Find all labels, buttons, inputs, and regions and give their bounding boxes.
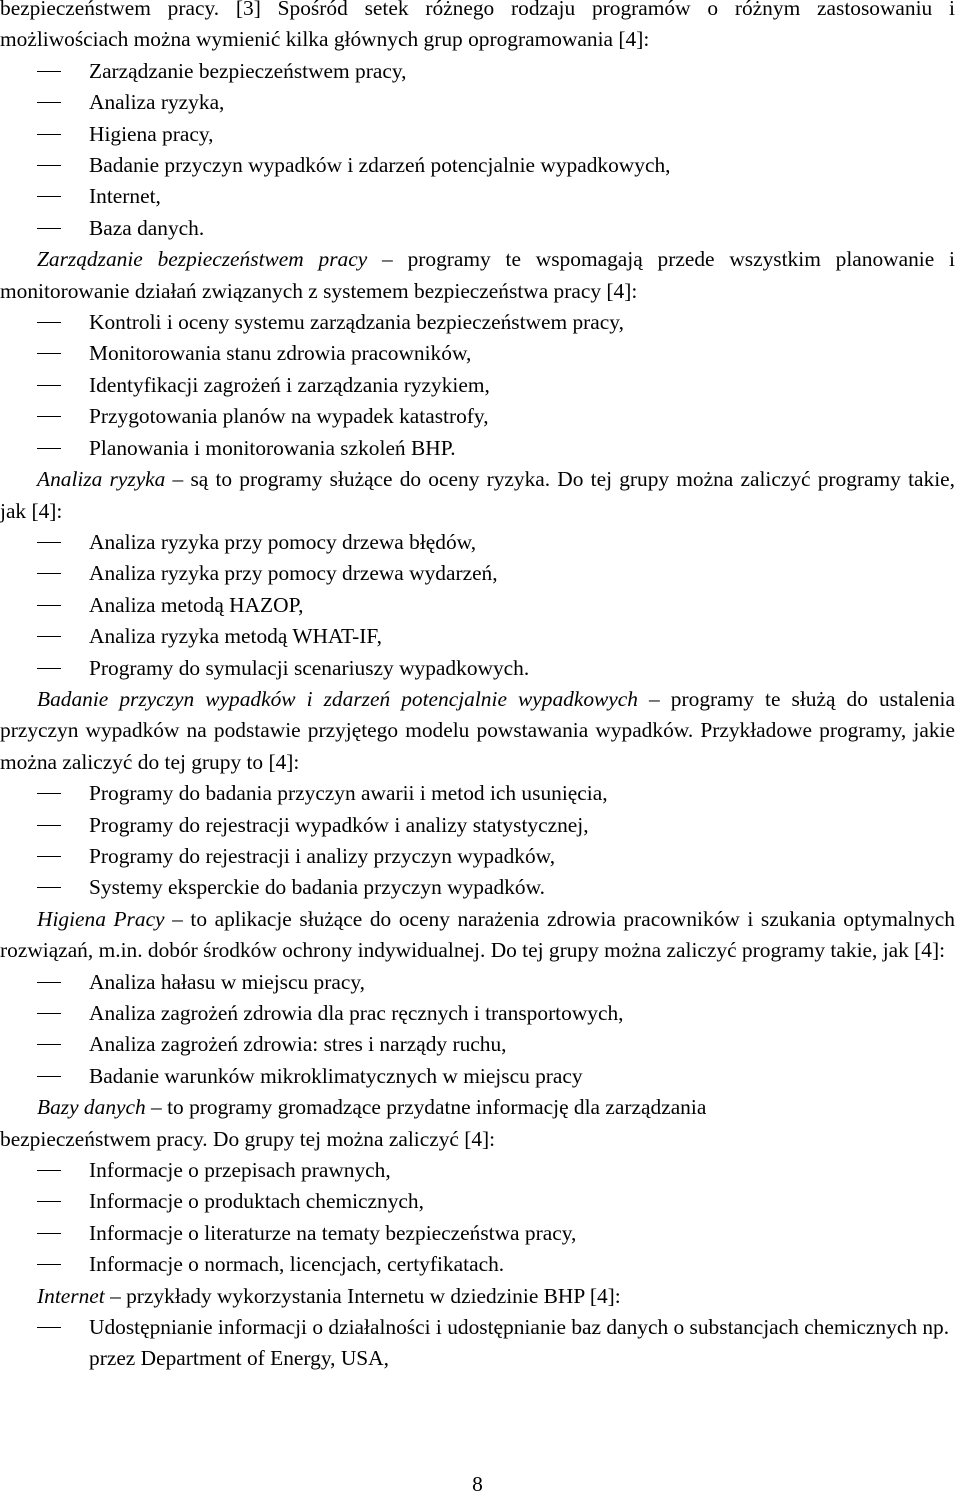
list-item: Informacje o normach, licencjach, certyfikatach.	[0, 1249, 955, 1280]
dash-bullet-icon	[37, 1170, 61, 1171]
dash-bullet-icon	[37, 668, 61, 669]
dash-bullet-icon	[37, 542, 61, 543]
list-item: Informacje o przepisach prawnych,	[0, 1155, 955, 1186]
list-item: Programy do rejestracji i analizy przyczyn wypadków,	[0, 841, 955, 872]
dash-bullet-icon	[37, 856, 61, 857]
dash-bullet-icon	[37, 636, 61, 637]
dash-bullet-icon	[37, 825, 61, 826]
dash-bullet-icon	[37, 982, 61, 983]
intro-paragraph: bezpieczeństwem pracy. [3] Spośród setek różnego rodzaju programów o różnym zastosowaniu i możliwościach można wymienić kilka głównych grup oprogramowania [4]:	[0, 0, 955, 52]
dash-bullet-icon	[37, 71, 61, 72]
section-term: Zarządzanie bezpieczeństwem pracy	[37, 247, 368, 272]
list-item: Analiza zagrożeń zdrowia: stres i narządy ruchu,	[0, 1029, 955, 1060]
management-paragraph: Zarządzanie bezpieczeństwem pracy – programy te wspomagają przede wszystkim planowanie i monitorowanie działań związanych z systemem bezpieczeństwa pracy [4]:	[0, 247, 955, 303]
section-term: Badanie przyczyn wypadków i zdarzeń potencjalnie wypadkowych	[37, 686, 638, 711]
dash-bullet-icon	[37, 134, 61, 135]
list-item: Analiza ryzyka metodą WHAT-IF,	[0, 621, 955, 652]
internet-list	[0, 1312, 955, 1375]
dash-bullet-icon	[37, 353, 61, 354]
section-term: Analiza ryzyka	[37, 467, 166, 492]
databases-list	[0, 1155, 955, 1281]
list-item: Analiza ryzyka,	[0, 87, 955, 118]
list-item: Badanie przyczyn wypadków i zdarzeń potencjalnie wypadkowych,	[0, 150, 955, 181]
dash-bullet-icon	[37, 887, 61, 888]
accidents-list	[0, 778, 955, 904]
list-item: Planowania i monitorowania szkoleń BHP.	[0, 433, 955, 464]
list-item: Higiena pracy,	[0, 119, 955, 150]
list-item: Analiza metodą HAZOP,	[0, 590, 955, 621]
list-item: Analiza ryzyka przy pomocy drzewa błędów,	[0, 527, 955, 558]
management-list	[0, 307, 955, 464]
risk-paragraph: Analiza ryzyka – są to programy służące do oceny ryzyka. Do tej grupy można zaliczyć programy takie, jak [4]:	[0, 467, 955, 523]
dash-bullet-icon	[37, 1013, 61, 1014]
hygiene-list	[0, 967, 955, 1093]
list-item: Systemy eksperckie do badania przyczyn wypadków.	[0, 872, 955, 903]
risk-list	[0, 527, 955, 684]
list-item: Zarządzanie bezpieczeństwem pracy,	[0, 56, 955, 87]
dash-bullet-icon	[37, 416, 61, 417]
internet-paragraph: Internet – przykłady wykorzystania Internetu w dziedzinie BHP [4]:	[37, 1283, 621, 1308]
dash-bullet-icon	[37, 102, 61, 103]
accidents-paragraph: Badanie przyczyn wypadków i zdarzeń potencjalnie wypadkowych – programy te służą do ustalenia przyczyn wypadków na podstawie przyjętego modelu powstawania wypadków. Przykładowe programy, jakie można zaliczyć do tej grupy to [4]:	[0, 686, 955, 774]
dash-bullet-icon	[37, 228, 61, 229]
list-item: Baza danych.	[0, 213, 955, 244]
section-term: Internet	[37, 1283, 105, 1308]
dash-bullet-icon	[37, 448, 61, 449]
dash-bullet-icon	[37, 573, 61, 574]
hygiene-paragraph: Higiena Pracy – to aplikacje służące do oceny narażenia zdrowia pracowników i szukania optymalnych rozwiązań, m.in. dobór środków ochrony indywidualnej. Do tej grupy można zaliczyć programy takie, jak [4]:	[0, 906, 955, 963]
dash-bullet-icon	[37, 322, 61, 323]
dash-bullet-icon	[37, 1327, 61, 1328]
list-item: Identyfikacji zagrożeń i zarządzania ryzykiem,	[0, 370, 955, 401]
list-item: Programy do rejestracji wypadków i analizy statystycznej,	[0, 810, 955, 841]
dash-bullet-icon	[37, 196, 61, 197]
dash-bullet-icon	[37, 1076, 61, 1077]
dash-bullet-icon	[37, 385, 61, 386]
list-item: Internet,	[0, 181, 955, 212]
dash-bullet-icon	[37, 1233, 61, 1234]
list-item: Analiza zagrożeń zdrowia dla prac ręcznych i transportowych,	[0, 998, 955, 1029]
list-item: Programy do badania przyczyn awarii i metod ich usunięcia,	[0, 778, 955, 809]
section-term: Bazy danych	[37, 1095, 146, 1120]
dash-bullet-icon	[37, 1264, 61, 1265]
dash-bullet-icon	[37, 165, 61, 166]
list-item: Analiza hałasu w miejscu pracy,	[0, 967, 955, 998]
list-item: Informacje o produktach chemicznych,	[0, 1186, 955, 1217]
page-number: 8	[472, 1472, 483, 1496]
dash-bullet-icon	[37, 605, 61, 606]
software-groups-list	[0, 56, 955, 244]
list-item: Udostępnianie informacji o działalności i udostępnianie baz danych o substancjach chemicznych np. przez Department of Energy, USA,	[0, 1312, 955, 1375]
dash-bullet-icon	[37, 1044, 61, 1045]
dash-bullet-icon	[37, 793, 61, 794]
list-item: Przygotowania planów na wypadek katastrofy,	[0, 401, 955, 432]
databases-paragraph: Bazy danych – to programy gromadzące przydatne informację dla zarządzania bezpieczeństwem pracy. Do grupy tej można zaliczyć [4]:	[0, 1095, 707, 1151]
section-term: Higiena Pracy	[37, 906, 165, 931]
list-item: Kontroli i oceny systemu zarządzania bezpieczeństwem pracy,	[0, 307, 955, 338]
list-item: Analiza ryzyka przy pomocy drzewa wydarzeń,	[0, 558, 955, 589]
dash-bullet-icon	[37, 1201, 61, 1202]
list-item: Informacje o literaturze na tematy bezpieczeństwa pracy,	[0, 1218, 955, 1249]
list-item: Programy do symulacji scenariuszy wypadkowych.	[0, 653, 955, 684]
list-item: Badanie warunków mikroklimatycznych w miejscu pracy	[0, 1061, 955, 1092]
list-item: Monitorowania stanu zdrowia pracowników,	[0, 338, 955, 369]
